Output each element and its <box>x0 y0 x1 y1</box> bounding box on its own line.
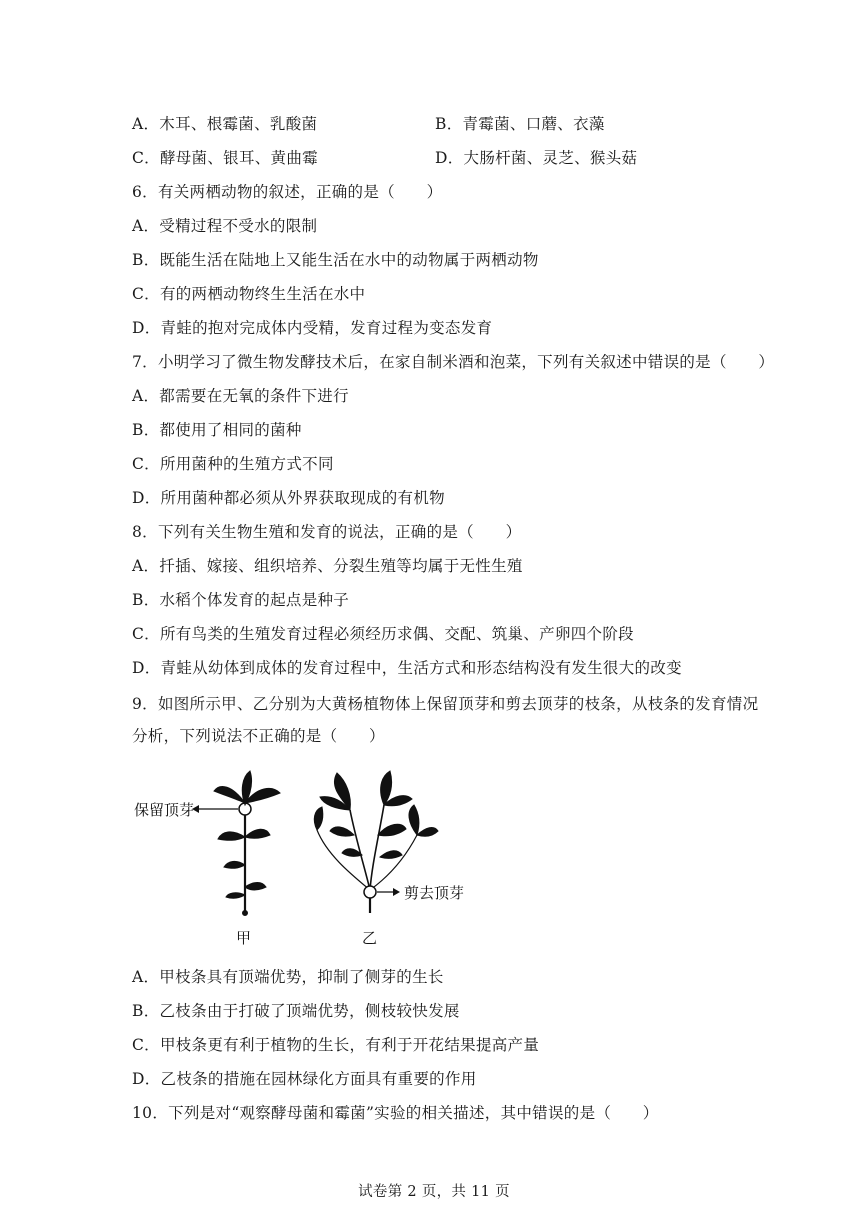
q7-option-a: A．都需要在无氧的条件下进行 <box>132 387 349 405</box>
q7-stem: 7．小明学习了微生物发酵技术后，在家自制米酒和泡菜，下列有关叙述中错误的是（ ） <box>132 353 775 371</box>
q5-option-b: B．青霉菌、口蘑、衣藻 <box>435 115 605 133</box>
q9-option-c: C．甲枝条更有利于植物的生长，有利于开花结果提高产量 <box>132 1036 540 1054</box>
q8-option-b: B．水稻个体发育的起点是种子 <box>132 591 350 609</box>
q8-option-d: D．青蛙从幼体到成体的发育过程中，生活方式和形态结构没有发生很大的改变 <box>132 659 682 677</box>
q5-option-d: D．大肠杆菌、灵芝、猴头菇 <box>435 149 638 167</box>
label-yi: 乙 <box>362 929 378 947</box>
q5-option-a: A．木耳、根霉菌、乳酸菌 <box>132 115 318 133</box>
q5-option-c: C．酵母菌、银耳、黄曲霉 <box>132 149 318 167</box>
q10-stem: 10．下列是对“观察酵母菌和霉菌”实验的相关描述，其中错误的是（ ） <box>132 1104 659 1122</box>
q7-option-d: D．所用菌种都必须从外界获取现成的有机物 <box>132 489 445 507</box>
page-footer: 试卷第 2 页，共 11 页 <box>358 1184 510 1200</box>
label-jia: 甲 <box>236 929 252 947</box>
q9-stem-line2: 分析，下列说法不正确的是（ ） <box>132 727 385 745</box>
q8-option-a: A．扦插、嫁接、组织培养、分裂生殖等均属于无性生殖 <box>132 557 523 575</box>
q6-option-a: A．受精过程不受水的限制 <box>132 217 318 235</box>
branch-jia-illustration <box>214 771 280 916</box>
q8-stem: 8．下列有关生物生殖和发育的说法，正确的是（ ） <box>132 523 522 541</box>
q6-stem: 6．有关两栖动物的叙述，正确的是（ ） <box>132 183 443 201</box>
q7-option-c: C．所用菌种的生殖方式不同 <box>132 455 334 473</box>
q9-option-b: B．乙枝条由于打破了顶端优势，侧枝较快发展 <box>132 1002 460 1020</box>
q7-option-b: B．都使用了相同的菌种 <box>132 421 302 439</box>
q9-option-d: D．乙枝条的措施在园林绿化方面具有重要的作用 <box>132 1070 477 1088</box>
q8-option-c: C．所有鸟类的生殖发育过程必须经历求偶、交配、筑巢、产卵四个阶段 <box>132 625 634 643</box>
branch-figure <box>132 765 482 950</box>
q6-option-c: C．有的两栖动物终生生活在水中 <box>132 285 366 303</box>
q9-option-a: A．甲枝条具有顶端优势，抑制了侧芽的生长 <box>132 968 444 986</box>
q6-option-d: D．青蛙的抱对完成体内受精，发育过程为变态发育 <box>132 319 493 337</box>
label-keep-bud: 保留顶芽 <box>134 801 195 819</box>
arrow-cut-head <box>393 888 400 896</box>
label-cut-bud: 剪去顶芽 <box>404 884 465 902</box>
q6-option-b: B．既能生活在陆地上又能生活在水中的动物属于两栖动物 <box>132 251 539 269</box>
q9-stem-line1: 9．如图所示甲、乙分别为大黄杨植物体上保留顶芽和剪去顶芽的枝条，从枝条的发育情况 <box>132 695 759 713</box>
